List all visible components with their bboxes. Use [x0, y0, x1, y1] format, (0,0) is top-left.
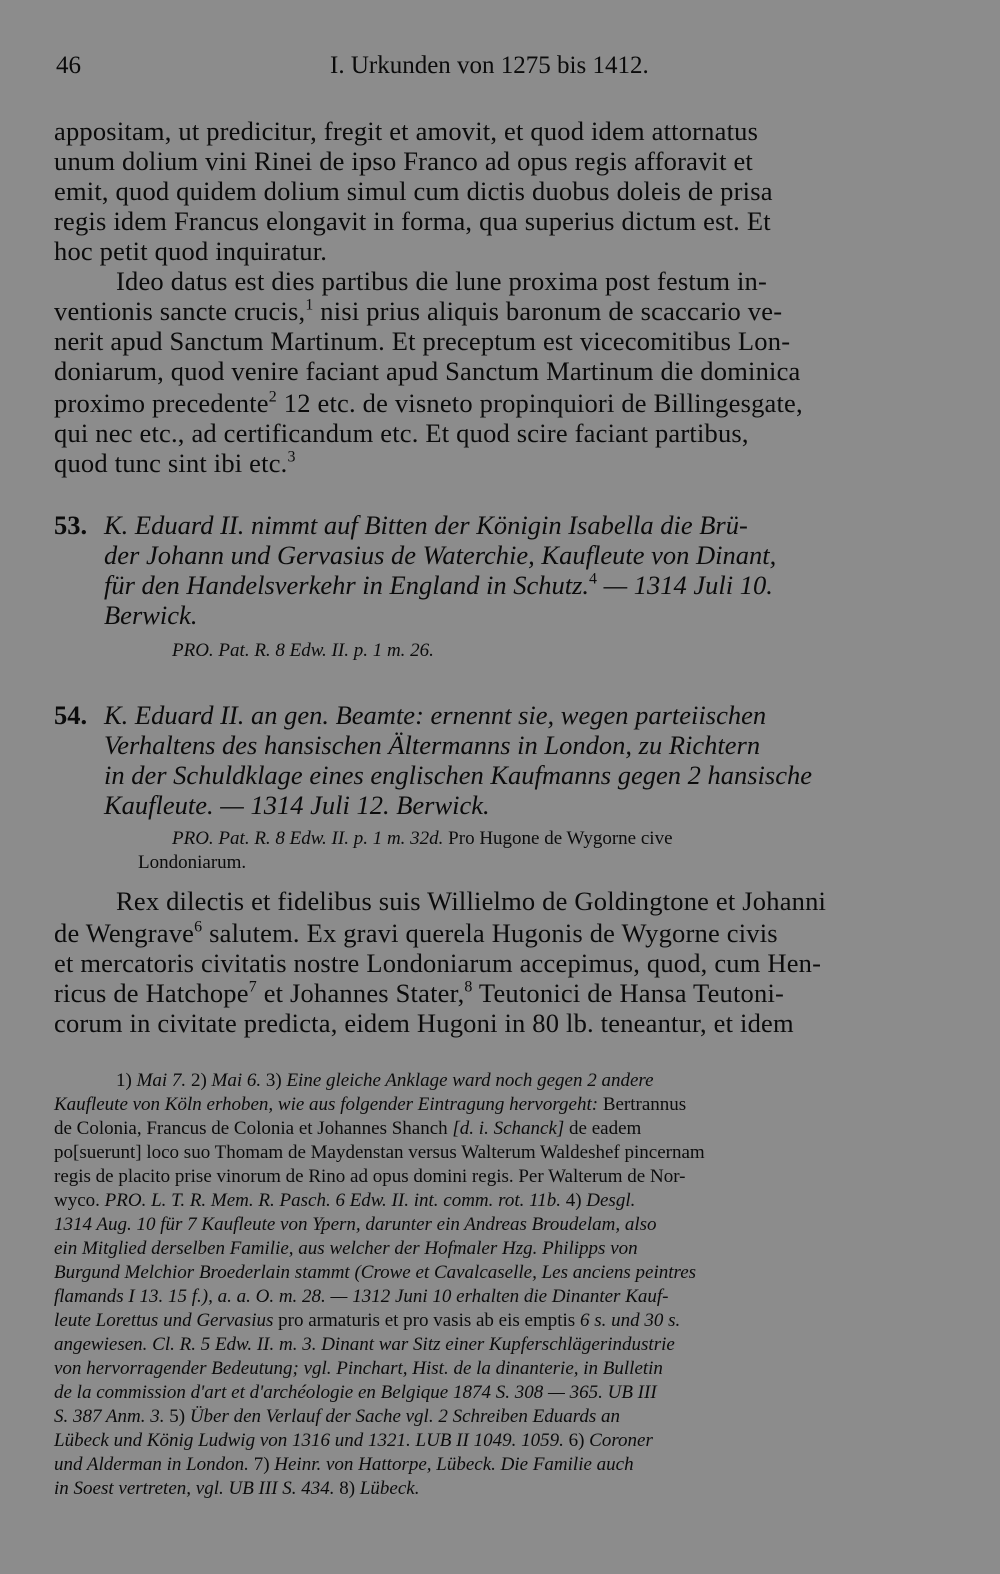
text-run: 2): [186, 1070, 212, 1091]
text-run: 4): [560, 1190, 587, 1211]
footnote-line: ein Mitglied derselben Familie, aus welcher der Hofmaler Hzg. Philipps von: [54, 1238, 638, 1259]
footnote-ref: 7: [248, 978, 257, 996]
regest-53-line: [104, 570, 773, 601]
footnote-line: [54, 1406, 620, 1428]
body-line: corum in civitate predicta, eidem Hugoni in 80 lb. teneantur, et idem: [54, 1008, 794, 1038]
footnote-line: [54, 1454, 634, 1476]
text-run: Bertrannus: [598, 1094, 687, 1115]
footnote-line: [54, 1190, 635, 1212]
text-run: Heinr. von Hattorpe, Lübeck. Die Familie auch: [274, 1454, 634, 1475]
text-run: de Colonia, Francus de Colonia et Johannes Shanch: [54, 1118, 453, 1139]
regest-54-line: Kaufleute. — 1314 Juli 12. Berwick.: [104, 790, 490, 820]
body-line: [54, 978, 784, 1009]
text-run: Lübeck und König Ludwig von 1316 und 1321. LUB II 1049. 1059.: [54, 1430, 564, 1451]
body-line: emit, quod quidem dolium simul cum dictis duobus doleis de prisa: [54, 176, 773, 206]
regest-54-line: K. Eduard II. an gen. Beamte: ernennt sie, wegen parteiischen: [104, 700, 767, 730]
text-run: 6): [563, 1430, 590, 1451]
regest-53-source: PRO. Pat. R. 8 Edw. II. p. 1 m. 26.: [172, 640, 434, 661]
text-run: Kaufleute von Köln erhoben, wie aus folgender Eintragung hervorgeht:: [54, 1094, 599, 1115]
text-run: quod tunc sint ibi etc.: [54, 448, 288, 478]
text-run: ricus de Hatchope: [54, 978, 249, 1008]
footnote-line: [54, 1478, 419, 1500]
regest-54-number: 54.: [54, 700, 88, 730]
text-run: Desgl.: [586, 1190, 636, 1211]
body-line: [54, 296, 782, 327]
running-title: I. Urkunden von 1275 bis 1412.: [330, 52, 649, 79]
text-run: PRO. Pat. R. 8 Edw. II. p. 1 m. 32d.: [172, 828, 444, 849]
footnote-line: [54, 1430, 653, 1452]
text-run: und Alderman in London.: [54, 1454, 249, 1475]
text-run: — 1314 Juli 10.: [596, 570, 773, 600]
body-line: Rex dilectis et fidelibus suis Willielmo de Goldingtone et Johanni: [116, 886, 827, 916]
footnote-line: po[suerunt] loco suo Thomam de Maydenstan versus Walterum Waldeshef pincernam: [54, 1142, 705, 1163]
body-line: Ideo datus est dies partibus die lune proxima post festum in-: [116, 266, 768, 296]
footnote-line: flamands I 13. 15 f.), a. a. O. m. 28. — 1312 Juni 10 erhalten die Dinanter Kauf-: [54, 1286, 669, 1307]
text-run: pro armaturis et pro vasis ab eis emptis: [273, 1310, 580, 1331]
footnote-ref: 3: [287, 448, 296, 466]
text-run: Lübeck.: [359, 1478, 420, 1499]
footnote-line: [116, 1070, 654, 1092]
regest-53-line: Berwick.: [104, 600, 198, 630]
page-number: 46: [56, 52, 81, 79]
text-run: Pro Hugone de Wygorne cive: [443, 828, 673, 849]
body-line: [54, 918, 778, 949]
text-run: et Johannes Stater,: [256, 978, 465, 1008]
text-run: Teutonici de Hansa Teutoni-: [472, 978, 785, 1008]
text-run: de eadem: [564, 1118, 642, 1139]
text-run: nisi prius aliquis baronum de scaccario ve-: [313, 296, 783, 326]
text-run: salutem. Ex gravi querela Hugonis de Wygorne civis: [202, 918, 778, 948]
text-run: für den Handelsverkehr in England in Schutz.: [104, 570, 590, 600]
text-run: S. 387 Anm. 3.: [54, 1406, 165, 1427]
footnote-ref: 1: [305, 296, 314, 314]
footnote-line: de la commission d'art et d'archéologie en Belgique 1874 S. 308 — 365. UB III: [54, 1382, 657, 1403]
footnote-line: 1314 Aug. 10 für 7 Kaufleute von Ypern, darunter ein Andreas Broudelam, also: [54, 1214, 657, 1235]
body-line: unum dolium vini Rinei de ipso Franco ad opus regis afforavit et: [54, 146, 753, 176]
text-run: 5): [164, 1406, 190, 1427]
footnote-line: [54, 1310, 680, 1332]
body-line: [54, 388, 803, 419]
text-run: de Wengrave: [54, 918, 195, 948]
regest-53-line: K. Eduard II. nimmt auf Bitten der Königin Isabella die Brü-: [104, 510, 748, 540]
footnote-line: regis de placito prise vinorum de Rino ad opus domini regis. Per Walterum de Nor-: [54, 1166, 686, 1187]
text-run: Über den Verlauf der Sache vgl. 2 Schreiben Eduards an: [189, 1406, 621, 1427]
text-run: proximo precedente: [54, 388, 269, 418]
text-run: Mai 6.: [211, 1070, 262, 1091]
body-line: nerit apud Sanctum Martinum. Et preceptum est vicecomitibus Lon-: [54, 326, 791, 356]
text-run: in Soest vertreten, vgl. UB III S. 434.: [54, 1478, 335, 1499]
text-run: leute Lorettus und Gervasius: [54, 1310, 274, 1331]
text-run: 7): [248, 1454, 275, 1475]
text-run: Eine gleiche Anklage ward noch gegen 2 andere: [286, 1070, 654, 1091]
footnote-line: [54, 1094, 686, 1116]
body-line: hoc petit quod inquiratur.: [54, 236, 328, 266]
text-run: 12 etc. de visneto propinquiori de Billingesgate,: [276, 388, 803, 418]
footnote-line: von hervorragender Bedeutung; vgl. Pinchart, Hist. de la dinanterie, in Bulletin: [54, 1358, 663, 1379]
footnote-line: Burgund Melchior Broederlain stammt (Crowe et Cavalcaselle, Les anciens peintres: [54, 1262, 697, 1283]
body-line: regis idem Francus elongavit in forma, qua superius dictum est. Et: [54, 206, 771, 236]
regest-54-line: Verhaltens des hansischen Ältermanns in London, zu Richtern: [104, 730, 761, 760]
text-run: ventionis sancte crucis,: [54, 296, 306, 326]
footnote-ref: 4: [589, 570, 597, 588]
text-run: 6 s. und 30 s.: [579, 1310, 681, 1331]
body-line: appositam, ut predicitur, fregit et amovit, et quod idem attornatus: [54, 116, 759, 146]
text-run: [d. i. Schanck]: [452, 1118, 565, 1139]
text-run: Mai 7.: [136, 1070, 187, 1091]
regest-53-line: der Johann und Gervasius de Waterchie, Kaufleute von Dinant,: [104, 540, 777, 570]
footnote-line: angewiesen. Cl. R. 5 Edw. II. m. 3. Dinant war Sitz einer Kupferschlägerindustrie: [54, 1334, 675, 1355]
footnote-ref: 6: [194, 918, 203, 936]
text-run: PRO. L. T. R. Mem. R. Pasch. 6 Edw. II. int. comm. rot. 11b.: [99, 1190, 561, 1211]
text-run: Coroner: [589, 1430, 653, 1451]
text-run: 8): [334, 1478, 360, 1499]
regest-54-source: [172, 828, 673, 850]
footnote-ref: 8: [464, 978, 473, 996]
body-line: qui nec etc., ad certificandum etc. Et quod scire faciant partibus,: [54, 418, 749, 448]
footnote-line: [54, 1118, 641, 1140]
body-line: [54, 448, 296, 479]
footnote-ref: 2: [268, 388, 277, 406]
regest-53-number: 53.: [54, 510, 88, 540]
text-run: 3): [261, 1070, 287, 1091]
regest-54-source: Londoniarum.: [138, 852, 247, 873]
text-run: 1): [116, 1070, 137, 1091]
regest-54-line: in der Schuldklage eines englischen Kaufmanns gegen 2 hansische: [104, 760, 812, 790]
text-run: wyco.: [54, 1190, 100, 1211]
body-line: et mercatoris civitatis nostre Londoniarum accepimus, quod, cum Hen-: [54, 948, 822, 978]
body-line: doniarum, quod venire faciant apud Sanctum Martinum die dominica: [54, 356, 801, 386]
